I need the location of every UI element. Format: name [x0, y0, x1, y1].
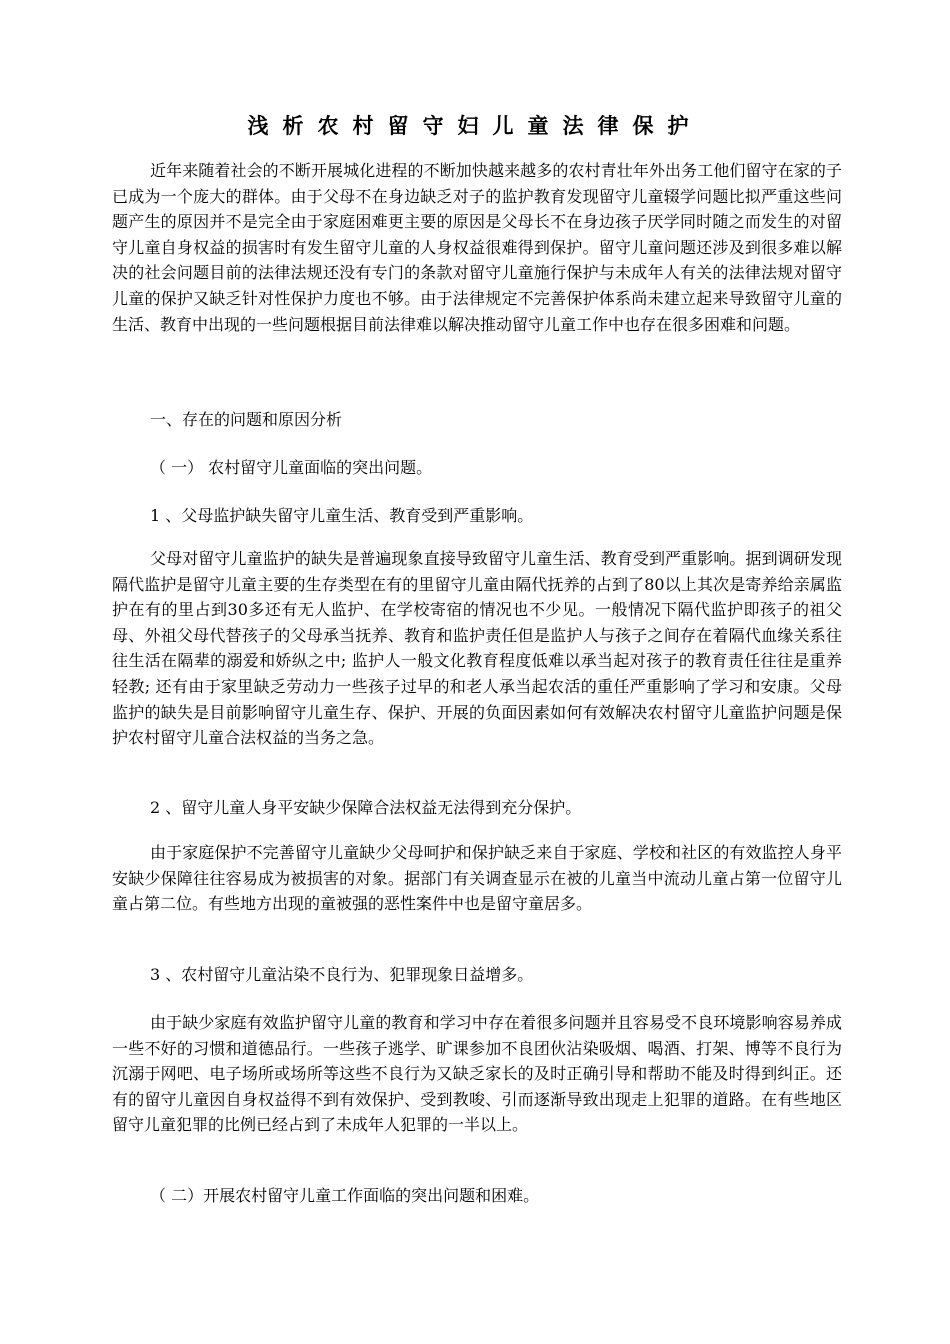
subsection-heading-1: （ 一） 农村留守儿童面临的突出问题。 [150, 458, 433, 477]
subsection-heading-2: （ 二）开展农村留守儿童工作面临的突出问题和困难。 [150, 1186, 540, 1205]
item-heading-3: 3 、农村留守儿童沾染不良行为、犯罪现象日益增多。 [150, 965, 534, 984]
section-heading-1: 一、存在的问题和原因分析 [150, 410, 343, 429]
item-1-paragraph: 父母对留守儿童监护的缺失是普遍现象直接导致留守儿童生活、教育受到严重影响。据到调研发现隔代监护是留守儿童主要的生存类型在有的里留守儿童由隔代抚养的占到了80以上其次是寄养给亲属监护在有的里占到30多还有无人监护、在学校寄宿的情况也不少见。一般情况下隔代监护即孩子的祖父母、外祖父母代替孩子的父母承当抚养、教育和监护责任但是监护人与孩子之间存在着隔代血缘关系往往生活在隔辈的溺爱和娇纵之中; 监护人一般文化教育程度低难以承当起对孩子的教育责任往往是重养轻教; 还有由于家里缺乏劳动力一些孩子过早的和老人承当起农活的重任严重影响了学习和安康。父母监护的缺失是目前影响留守儿童生存、保护、开展的负面因素如何有效解决农村留守儿童监护问题是保护农村留守儿童合法权益的当务之急。 [112, 549, 842, 748]
intro-paragraph: 近年来随着社会的不断开展城化进程的不断加快越来越多的农村青壮年外出务工他们留守在家的子已成为一个庞大的群体。由于父母不在身边缺乏对子的监护教育发现留守儿童辍学问题比拟严重这些问题产生的原因并不是完全由于家庭困难更主要的原因是父母长不在身边孩子厌学同时随之而发生的对留守儿童自身权益的损害时有发生留守儿童的人身权益很难得到保护。留守儿童问题还涉及到很多难以解决的社会问题目前的法律法规还没有专门的条款对留守儿童施行保护与未成年人有关的法律法规对留守儿童的保护又缺乏针对性保护力度也不够。由于法律规定不完善保护体系尚未建立起来导致留守儿童的生活、教育中出现的一些问题根据目前法律难以解决推动留守儿童工作中也存在很多困难和问题。 [112, 161, 842, 334]
item-3-paragraph: 由于缺少家庭有效监护留守儿童的教育和学习中存在着很多问题并且容易受不良环境影响容易养成一些不好的习惯和道德品行。一些孩子逃学、旷课参加不良团伙沾染吸烟、喝酒、打架、博等不良行为沉溺于网吧、电子场所或场所等这些不良行为又缺乏家长的及时正确引导和帮助不能及时得到纠正。还有的留守儿童因自身权益得不到有效保护、受到教唆、引而逐渐导致出现走上犯罪的道路。在有些地区留守儿童犯罪的比例已经占到了未成年人犯罪的一半以上。 [112, 1013, 842, 1135]
item-heading-2: 2 、留守儿童人身平安缺少保障合法权益无法得到充分保护。 [150, 798, 582, 817]
item-heading-1: 1 、父母监护缺失留守儿童生活、教育受到严重影响。 [150, 506, 534, 525]
page-title: 浅析农村留守妇儿童法律保护 [247, 113, 703, 138]
item-2-paragraph: 由于家庭保护不完善留守儿童缺少父母呵护和保护缺乏来自于家庭、学校和社区的有效监控人身平安缺少保障往往容易成为被损害的对象。据部门有关调查显示在被的儿童当中流动儿童占第一位留守儿童占第二位。有些地方出现的童被强的恶性案件中也是留守童居多。 [112, 843, 842, 914]
